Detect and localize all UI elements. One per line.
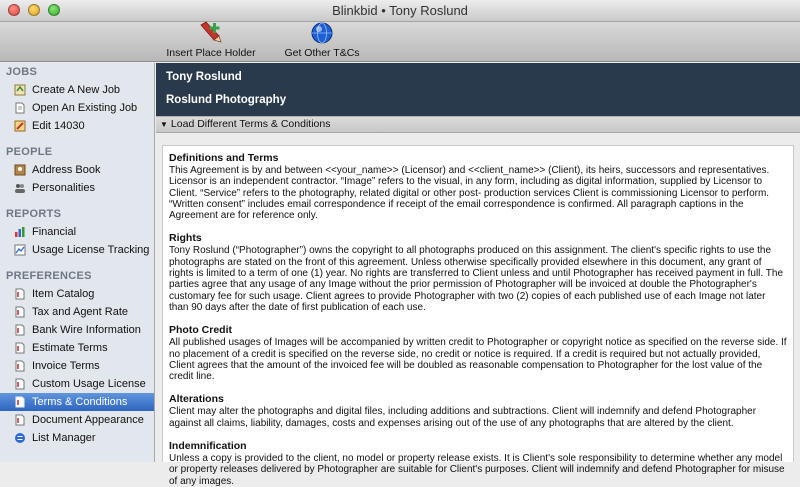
sidebar-item-label: Create A New Job	[32, 84, 121, 96]
disclosure-triangle-icon: ▼	[160, 120, 168, 129]
settings-doc-icon	[14, 342, 26, 354]
sidebar-item-invoice-terms[interactable]	[0, 357, 154, 375]
sidebar-item-label: Bank Wire Information	[32, 324, 141, 336]
sidebar-item-terms-conditions[interactable]	[0, 393, 154, 411]
insert-placeholder-icon	[198, 21, 224, 45]
settings-doc-icon	[14, 306, 26, 318]
sidebar-item-label: Address Book	[32, 164, 101, 176]
sidebar-item-label: Edit 14030	[32, 120, 85, 132]
sidebar-item-label: Usage License Tracking	[32, 244, 150, 256]
sidebar-item-personalities[interactable]	[0, 179, 154, 197]
profile-name: Tony Roslund	[166, 71, 242, 83]
terms-section	[169, 232, 787, 313]
sidebar-item-estimate-terms[interactable]	[0, 339, 154, 357]
sidebar-item-label: Financial	[32, 226, 77, 238]
sidebar-item-financial[interactable]	[0, 223, 154, 241]
sidebar-header-preferences: PREFERENCES	[6, 270, 92, 282]
sidebar-item-create-new-job[interactable]	[0, 81, 154, 99]
settings-doc-icon	[14, 324, 26, 336]
window-controls	[8, 4, 60, 16]
sidebar-item-label: Document Appearance	[32, 414, 144, 426]
list-manager-icon	[14, 432, 26, 444]
edit-icon	[14, 120, 26, 132]
sidebar-item-bank-wire-information[interactable]	[0, 321, 154, 339]
sidebar-item-tax-agent-rate[interactable]	[0, 303, 154, 321]
settings-doc-icon	[14, 396, 26, 408]
window-title: Blinkbid • Tony Roslund	[332, 3, 468, 18]
settings-doc-icon	[14, 378, 26, 390]
new-job-icon	[14, 84, 26, 96]
tracking-icon	[14, 244, 26, 256]
sidebar-item-label: Invoice Terms	[32, 360, 100, 372]
insert-placeholder-label: Insert Place Holder	[166, 47, 256, 59]
settings-doc-icon	[14, 288, 26, 300]
section-title: Indemnification	[169, 440, 247, 453]
settings-doc-icon	[14, 360, 26, 372]
sidebar-item-open-existing-job[interactable]	[0, 99, 154, 117]
profile-company: Roslund Photography	[166, 94, 287, 106]
load-terms-disclosure[interactable]	[156, 116, 800, 133]
bar-chart-icon	[14, 226, 26, 238]
sidebar-item-item-catalog[interactable]	[0, 285, 154, 303]
insert-placeholder-button[interactable]	[166, 22, 256, 62]
section-body: All published usages of Images will be accompanied by written credit to Photographer or copyright notice as specified on the reverse side. If no placement of a credit is specified on the reverse side, no credit or notice is required. If a credit is required but not actually provided, Client agrees that the amount of the invoiced fee will be doubled as reasonable compensation to Photographer for the lost value of the credit line.	[169, 337, 787, 383]
sidebar-header-jobs: JOBS	[6, 66, 38, 78]
toolbar	[0, 22, 800, 62]
section-body: Tony Roslund (“Photographer”) owns the copyright to all photographs produced on this assignment. The client's specific rights to use the photographs are stated on the front of this agreement. Unless otherwise specifically provided elsewhere in this document, any grant of rights is limited to a term of one (1) year. No rights are transferred to Client unless and until Photographer has received payment in full. The parties agree that any usage of any Image without the prior permission of Photographer will be invoiced at double the Photographer's customary fee for such usage. Client agrees to provide Photographer with two (2) copies of each published use of each Image not later than 90 days after the date of first publication of each use.	[169, 245, 784, 313]
sidebar-item-custom-usage-license[interactable]	[0, 375, 154, 393]
sidebar-item-list-manager[interactable]	[0, 429, 154, 447]
sidebar-item-label: Tax and Agent Rate	[32, 306, 129, 318]
settings-doc-icon	[14, 414, 26, 426]
address-book-icon	[14, 164, 26, 176]
minimize-window-button[interactable]	[28, 4, 40, 16]
main-panel	[156, 63, 800, 487]
section-body: Unless a copy is provided to the client, no model or property release exists. It is Client's sole responsibility to determine whether any model or property releases delivered by Photographer are suitable for Client's purposes. Client will indemnify and defend Photographer for misuse of any images.	[169, 453, 785, 487]
load-terms-label: Load Different Terms & Conditions	[170, 118, 331, 130]
sidebar-item-usage-license-tracking[interactable]	[0, 241, 154, 259]
sidebar-item-label: Estimate Terms	[32, 342, 108, 354]
section-title: Rights	[169, 232, 202, 245]
section-body: This Agreement is by and between <<your_name>> (Licensor) and <<client_name>> (Client), its heirs, successors and representatives. Licensor is an independent contractor. “Image” refers to the visual, in any form, including as digital information, supplied by Licensor to Client. “Service” refers to the photography, related digital or other post- production services Client is commissioning Licensor to perform. “Written consent” includes email correspondence if receipt of the email correspondence is confirmed. All paragraph captions in the Agreement are for reference only.	[169, 165, 770, 222]
section-title: Photo Credit	[169, 324, 232, 337]
terms-section	[169, 393, 787, 429]
terms-section	[169, 152, 787, 221]
sidebar	[0, 63, 155, 462]
title-bar	[0, 0, 800, 22]
sidebar-item-label: Open An Existing Job	[32, 102, 138, 114]
sidebar-header-reports: REPORTS	[6, 208, 62, 220]
section-title: Alterations	[169, 393, 224, 406]
globe-icon	[310, 21, 334, 45]
section-title: Definitions and Terms	[169, 152, 279, 164]
terms-section	[169, 440, 787, 487]
sidebar-item-edit-job[interactable]	[0, 117, 154, 135]
document-icon	[14, 102, 26, 114]
sidebar-header-people: PEOPLE	[6, 146, 53, 158]
sidebar-item-document-appearance[interactable]	[0, 411, 154, 429]
sidebar-item-address-book[interactable]	[0, 161, 154, 179]
close-window-button[interactable]	[8, 4, 20, 16]
profile-header	[156, 63, 800, 116]
sidebar-item-label: Custom Usage License	[32, 378, 146, 390]
section-body: Client may alter the photographs and digital files, including additions and subtractions. Client will indemnify and defend Photographer against all claims, liability, damages, costs and expenses arising out of the use of any photographs that are altered by the client.	[169, 406, 757, 429]
people-icon	[14, 182, 26, 194]
sidebar-item-label: Personalities	[32, 182, 95, 194]
terms-text-area[interactable]	[162, 145, 794, 487]
sidebar-item-label: List Manager	[32, 432, 96, 444]
zoom-window-button[interactable]	[48, 4, 60, 16]
sidebar-item-label: Terms & Conditions	[32, 396, 128, 408]
get-other-terms-button[interactable]	[280, 22, 364, 62]
get-other-terms-label: Get Other T&Cs	[284, 47, 360, 59]
sidebar-item-label: Item Catalog	[32, 288, 95, 300]
terms-section	[169, 324, 787, 382]
